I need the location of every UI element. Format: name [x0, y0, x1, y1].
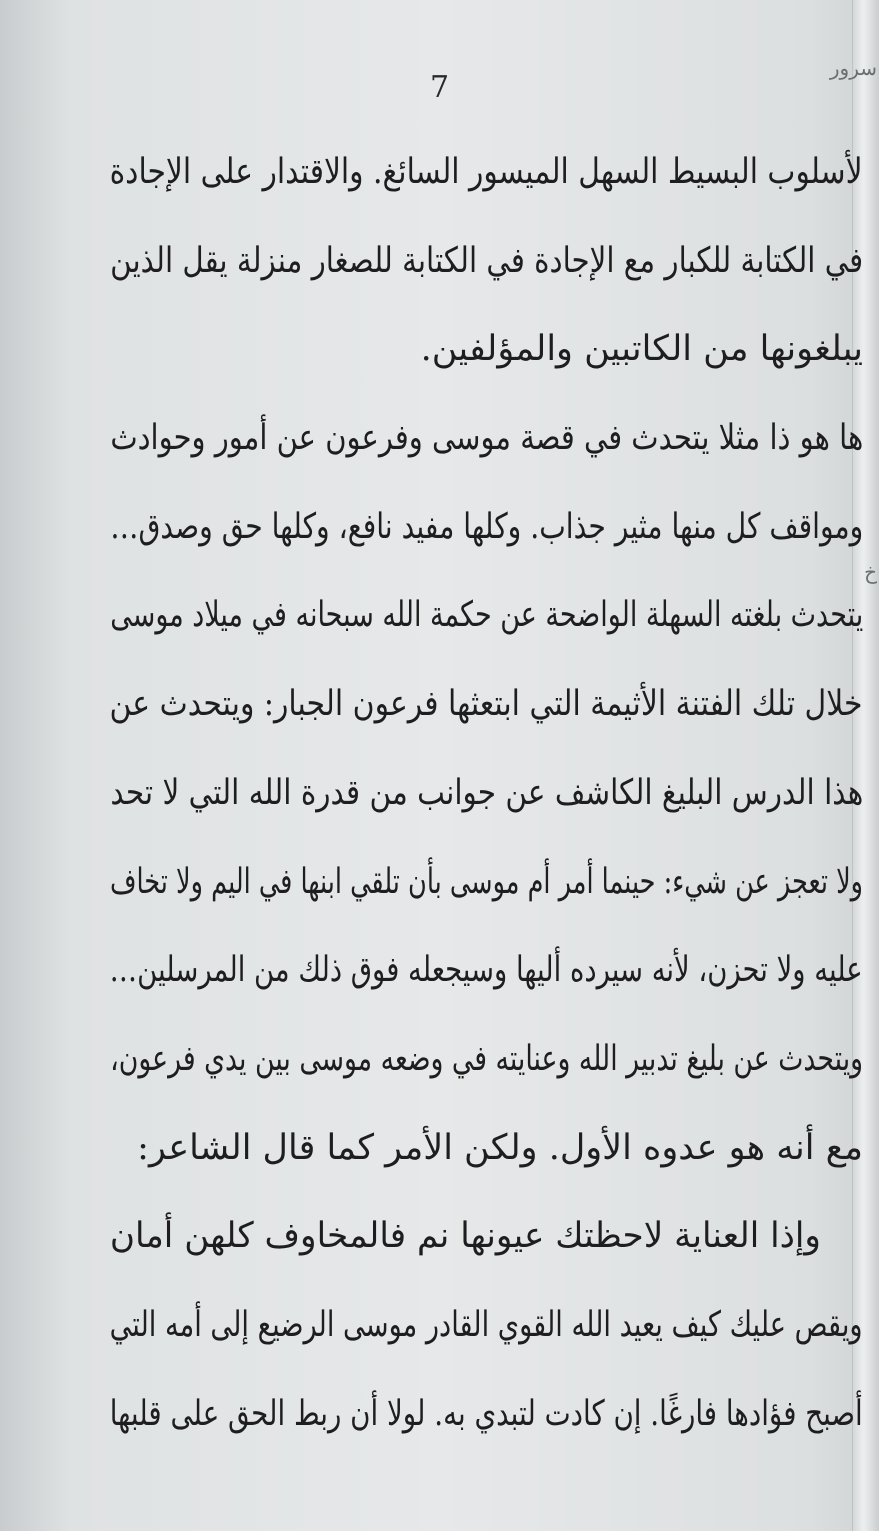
margin-handwriting-mark: خ — [864, 560, 877, 584]
text-line: عليه ولا تحزن، لأنه سيرده أليها وسيجعله فوق ذلك من المرسلين… — [110, 950, 863, 991]
text-line: خلال تلك الفتنة الأثيمة التي ابتعثها فرعون الجبار: ويتحدث عن — [110, 684, 863, 725]
page-number: 7 — [429, 70, 450, 105]
text-line: يبلغونها من الكاتبين والمؤلفين. — [420, 329, 863, 370]
text-line: هذا الدرس البليغ الكاشف عن جوانب من قدرة الله التي لا تحد — [110, 772, 863, 813]
text-line: ويتحدث عن بليغ تدبير الله وعنايته في وضعه موسى بين يدي فرعون، — [110, 1038, 863, 1079]
text-line: لأسلوب البسيط السهل الميسور السائغ. والاقتدار على الإجادة — [110, 152, 863, 192]
poetry-verse-line: وإذا العناية لاحظتك عيونها نم فالمخاوف كلهن أمان — [110, 1216, 821, 1257]
text-line: مع أنه هو عدوه الأول. ولكن الأمر كما قال الشاعر: — [137, 1127, 863, 1168]
text-line: يتحدث بلغته السهلة الواضحة عن حكمة الله سبحانه في ميلاد موسى — [110, 595, 863, 636]
text-line: ها هو ذا مثلا يتحدث في قصة موسى وفرعون عن أمور وحوادث — [110, 418, 863, 459]
text-line: في الكتابة للكبار مع الإجادة في الكتابة للصغار منزلة يقل الذين — [110, 240, 863, 281]
body-text — [110, 128, 871, 1458]
text-line: ويقص عليك كيف يعيد الله القوي القادر موسى الرضيع إلى أمه التي — [110, 1304, 863, 1345]
margin-handwriting-mark: سرور — [829, 56, 877, 80]
text-line: ومواقف كل منها مثير جذاب. وكلها مفيد نافع، وكلها حق وصدق… — [110, 506, 863, 547]
text-line: ولا تعجز عن شيء: حينما أمر أم موسى بأن تلقي ابنها في اليم ولا تخاف — [110, 861, 863, 902]
text-line: أصبح فؤادها فارغًا. إن كادت لتبدي به. لولا أن ربط الحق على قلبها — [110, 1393, 863, 1434]
